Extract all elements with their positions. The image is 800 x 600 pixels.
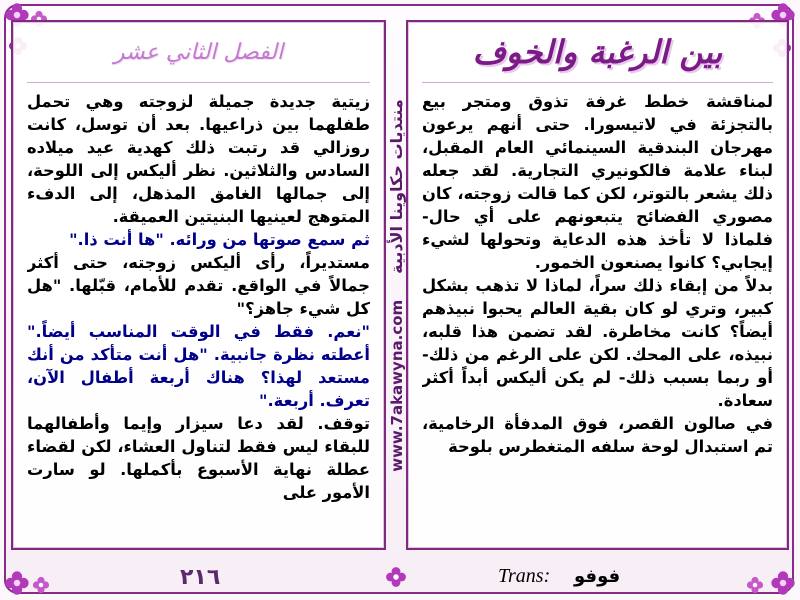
- paragraph: توقف. لقد دعا سيزار وإيما وأطفالهما للبقاء ليس فقط لتناول العشاء، لكن لقضاء عطلة نهاية الأسبوع بأكملها. لو سارت الأمور على: [27, 414, 370, 502]
- paragraph: في صالون القصر، فوق المدفأة الرخامية، تم استبدال لوحة سلفه المتغطرس بلوحة: [422, 414, 773, 456]
- flower-icon: [385, 566, 407, 588]
- trans-label: Trans:: [498, 565, 551, 587]
- book-title: بين الرغبة والخوف: [472, 33, 723, 71]
- flower-icon: [32, 576, 50, 594]
- flower-icon: [4, 570, 30, 596]
- page-number: ٢١٦: [180, 565, 221, 590]
- paragraph: مستديراً، رأى أليكس زوجته، حتى أكثر جمالاً في الواقع. تقدم للأمام، قبّلها. "هل كل شيء جاهز؟": [27, 253, 370, 318]
- chapter-title: الفصل الثاني عشر: [113, 39, 284, 65]
- chapter-header: [13, 22, 384, 82]
- paragraph: "نعم. فقط في الوقت المناسب أيضاً." أعطته نظرة جانبية. "هل أنت متأكد من أنك مستعد لهذا؟ هناك أربعة أطفال الآن، تعرف. أربعة.": [27, 322, 370, 410]
- forum-name: منتديات حكاوينا الأدبية: [386, 98, 406, 274]
- paragraph: ثم سمع صوتها من ورائه. "ها أنت ذا.": [69, 230, 370, 249]
- left-page-text: [27, 90, 370, 538]
- right-page: [406, 20, 789, 550]
- paragraph: زيتية جديدة جميلة لزوجته وهي تحمل طفلهما بين ذراعيها. بعد أن توسل، كانت روزالي قد رتبت ذلك كهدية عيد ميلاده السادس والثلاثين. نظر أليكس إلى اللوحة، إلى جمالها الغامق المذهل، إلى الدفء المتوهج لعينيها البنيتين العميقة.: [27, 92, 370, 226]
- paragraph: لمناقشة خطط غرفة تذوق ومتجر بيع بالتجزئة في لاتيسورا. حتى أنهم يرعون مهرجان البندقية السينمائي العام المقبل، لبناء علامة فالكونيري التجارية. لقد جعله ذلك يشعر بالتوتر، لكن كما قالت زوجته، كان مصوري الفضائح يتبعونهم على أي حال- فلماذا لا تأخذ هذه الدعاية وتحولها لشيء إيجابي؟ كانوا يصنعون الخمور.: [422, 92, 773, 272]
- header-divider: [27, 82, 370, 83]
- translator-name: فوفو: [574, 566, 621, 587]
- paragraph: بدلاً من إبقاء ذلك سراً، لماذا لا تذهب بشكل كبير، وتري لو كان بقية العالم يحبوا نبيذهم أيضاً؟ كانت مخاطرة. لقد تضمن هذا قلبه، نبيذه، على المحك. لكن على الرغم من ذلك- أو ربما بسبب ذلك- لم يكن أليكس أبداً أكثر سعادة.: [422, 276, 773, 410]
- book-title-header: [408, 22, 787, 82]
- left-page: [11, 20, 386, 550]
- right-page-text: [422, 90, 773, 538]
- header-divider: [422, 82, 773, 83]
- flower-icon: [746, 576, 764, 594]
- website-url: www.7akawyna.com: [387, 299, 406, 472]
- flower-icon: [770, 570, 796, 596]
- book-spine: [386, 20, 406, 550]
